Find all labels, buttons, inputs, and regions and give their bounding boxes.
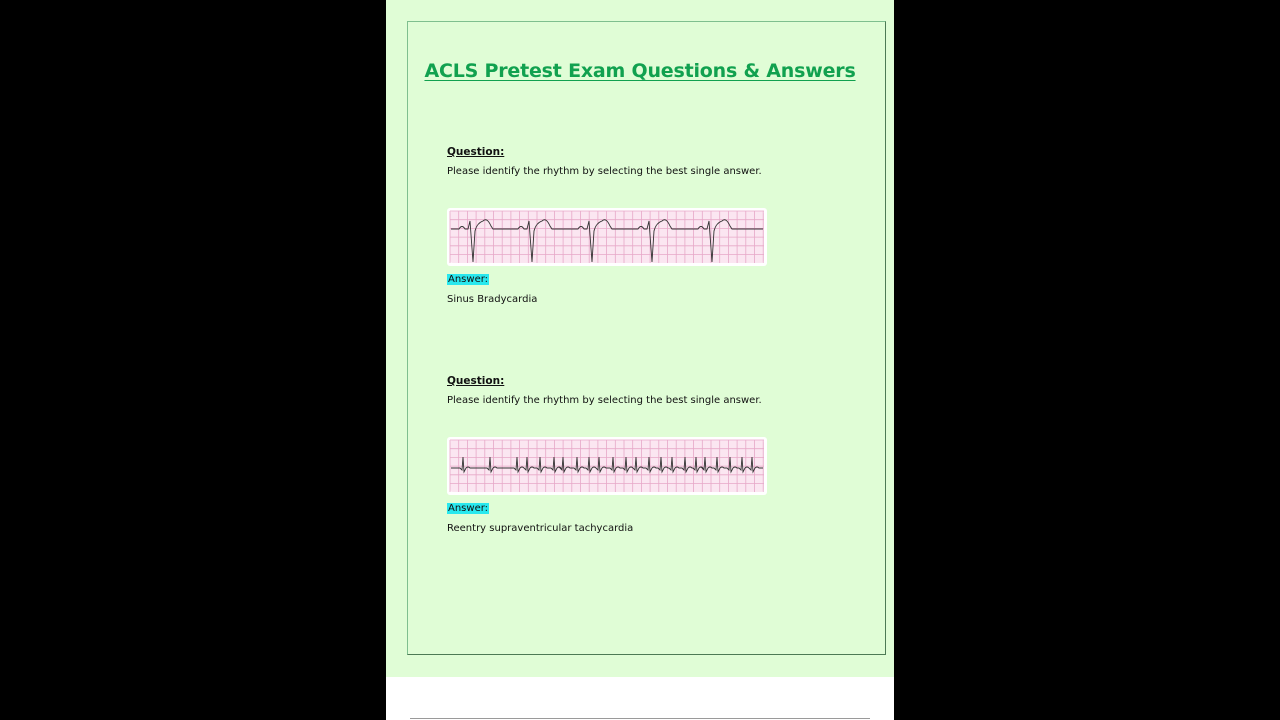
- document-title: ACLS Pretest Exam Questions & Answers: [424, 60, 856, 82]
- answer-text: Reentry supraventricular tachycardia: [447, 523, 634, 534]
- answer-text: Sinus Bradycardia: [447, 294, 538, 305]
- question-block-2: [447, 375, 777, 534]
- question-text: Please identify the rhythm by selecting the best single answer.: [447, 395, 762, 406]
- divider: [410, 718, 870, 719]
- ecg-strip-image: [447, 208, 767, 266]
- answer-label: Answer:: [448, 503, 489, 514]
- answer-label: Answer:: [448, 274, 489, 285]
- question-block-1: [447, 146, 777, 305]
- next-page: [386, 677, 894, 720]
- question-label: Question:: [447, 146, 505, 158]
- document-page: [386, 0, 894, 677]
- question-label: Question:: [447, 375, 505, 387]
- page-border-frame: [407, 21, 886, 655]
- ecg-strip-image: [447, 437, 767, 495]
- question-text: Please identify the rhythm by selecting the best single answer.: [447, 166, 762, 177]
